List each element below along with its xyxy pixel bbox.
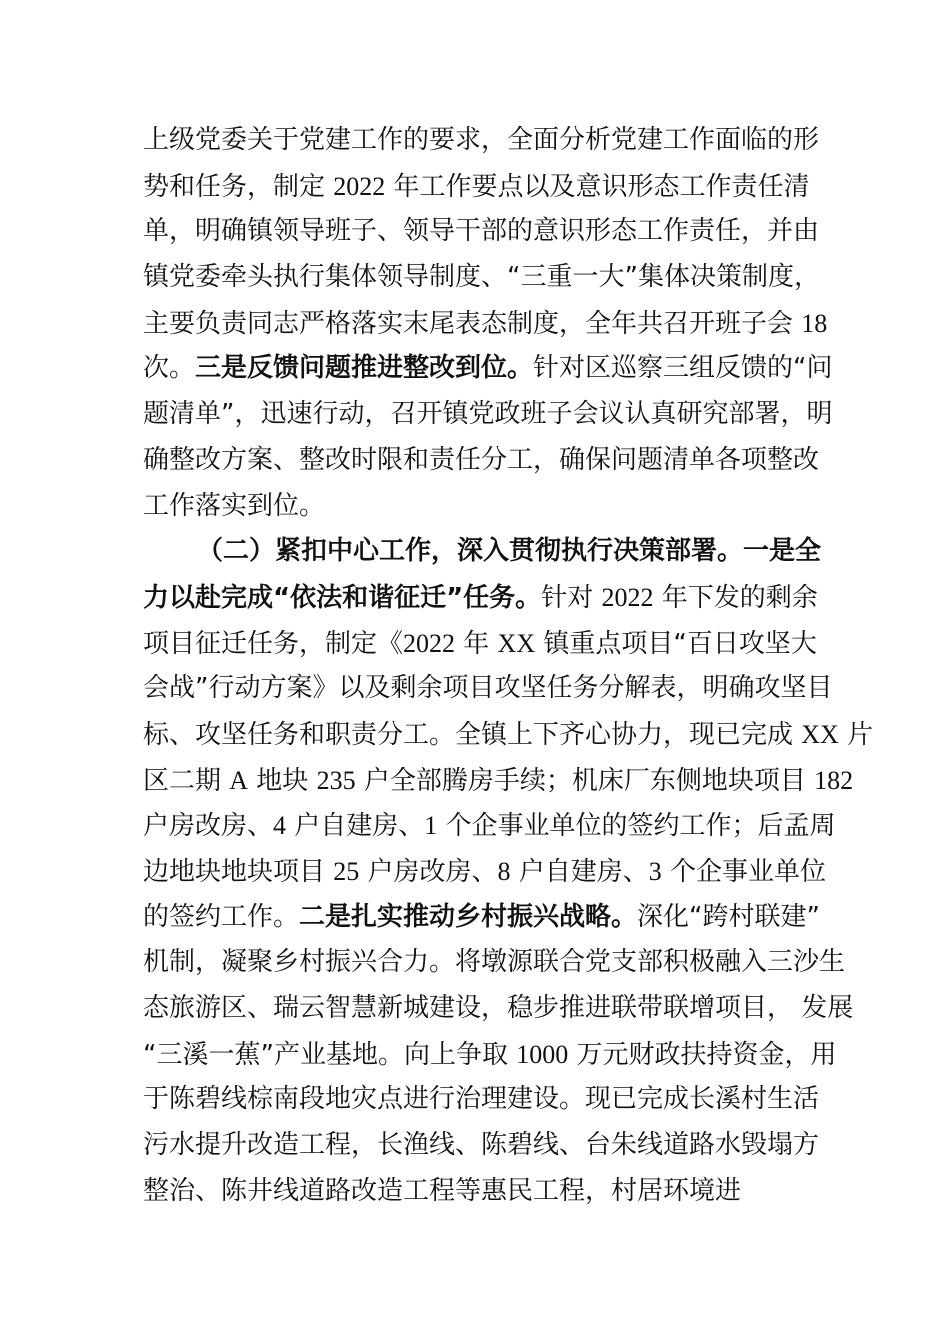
text-line: 会战”行动方案》以及剩余项目攻坚任务分解表，明确攻坚目 xyxy=(143,673,833,704)
text-line: 机制，凝聚乡村振兴合力。将墩源联合党支部积极融入三沙生 xyxy=(143,947,846,978)
text-line: 力以赴完成“依法和谐征迁”任务。针对 2022 年下发的剩余 xyxy=(143,582,818,613)
text-line: 势和任务，制定 2022 年工作要点以及意识形态工作责任清 xyxy=(143,171,810,202)
text-line: 污水提升改造工程，长渔线、陈碧线、台朱线道路水毁塌方 xyxy=(143,1130,820,1161)
paragraph-central-work xyxy=(143,529,874,1214)
text-line: 整治、陈井线道路改造工程等惠民工程，村居环境进 xyxy=(143,1175,742,1206)
bold-heading-two: 二是扎实推动乡村振兴战略。 xyxy=(299,901,638,932)
text-line: 户房改房、4 户自建房、1 个企事业单位的签约工作；后孟周 xyxy=(143,811,836,842)
text-line: 标、攻坚任务和职责分工。全镇上下齐心协力，现已完成 XX 片 xyxy=(143,719,874,750)
bold-heading-three: 三是反馈问题推进整改到位。 xyxy=(195,353,534,384)
bold-heading-one: 力以赴完成“依法和谐征迁”任务。 xyxy=(143,582,542,613)
body-text xyxy=(143,118,874,1215)
text-line: 区二期 A 地块 235 户全部腾房手续；机床厂东侧地块项目 182 xyxy=(143,765,854,796)
text-line: 主要负责同志严格落实末尾表态制度，全年共召开班子会 18 xyxy=(143,308,828,339)
text-line: 上级党委关于党建工作的要求，全面分析党建工作面临的形 xyxy=(143,125,820,155)
text-line: 态旅游区、瑞云智慧新城建设，稳步推进联带联增项目， 发展 xyxy=(143,993,854,1024)
text-line: 次。三是反馈问题推进整改到位。针对区巡察三组反馈的“问 xyxy=(143,353,833,384)
text-line: 项目征迁任务，制定《2022 年 XX 镇重点项目“百日攻坚大 xyxy=(143,628,817,659)
text-line: “三溪一蕉”产业基地。向上争取 1000 万元财政扶持资金，用 xyxy=(143,1039,837,1070)
text-line: 工作落实到位。 xyxy=(143,490,326,521)
text-line: 确整改方案、整改时限和责任分工，确保问题清单各项整改 xyxy=(143,444,820,475)
text-line: 单，明确镇领导班子、领导干部的意识形态工作责任，并由 xyxy=(143,216,820,247)
section-heading: （二）紧扣中心工作，深入贯彻执行决策部署。一是全 xyxy=(197,536,822,567)
text-line: 于陈碧线棕南段地灾点进行治理建设。现已完成长溪村生活 xyxy=(143,1084,820,1115)
text-line: 的签约工作。二是扎实推动乡村振兴战略。深化“跨村联建” xyxy=(143,901,820,932)
text-line: 边地块地块项目 25 户房改房、8 户自建房、3 个企事业单位 xyxy=(143,857,827,887)
text-line: 题清单”，迅速行动，召开镇党政班子会议认真研究部署，明 xyxy=(143,399,833,430)
paragraph-party-building xyxy=(143,118,833,529)
text-line: 镇党委牵头执行集体领导制度、“三重一大”集体决策制度， xyxy=(143,262,820,293)
